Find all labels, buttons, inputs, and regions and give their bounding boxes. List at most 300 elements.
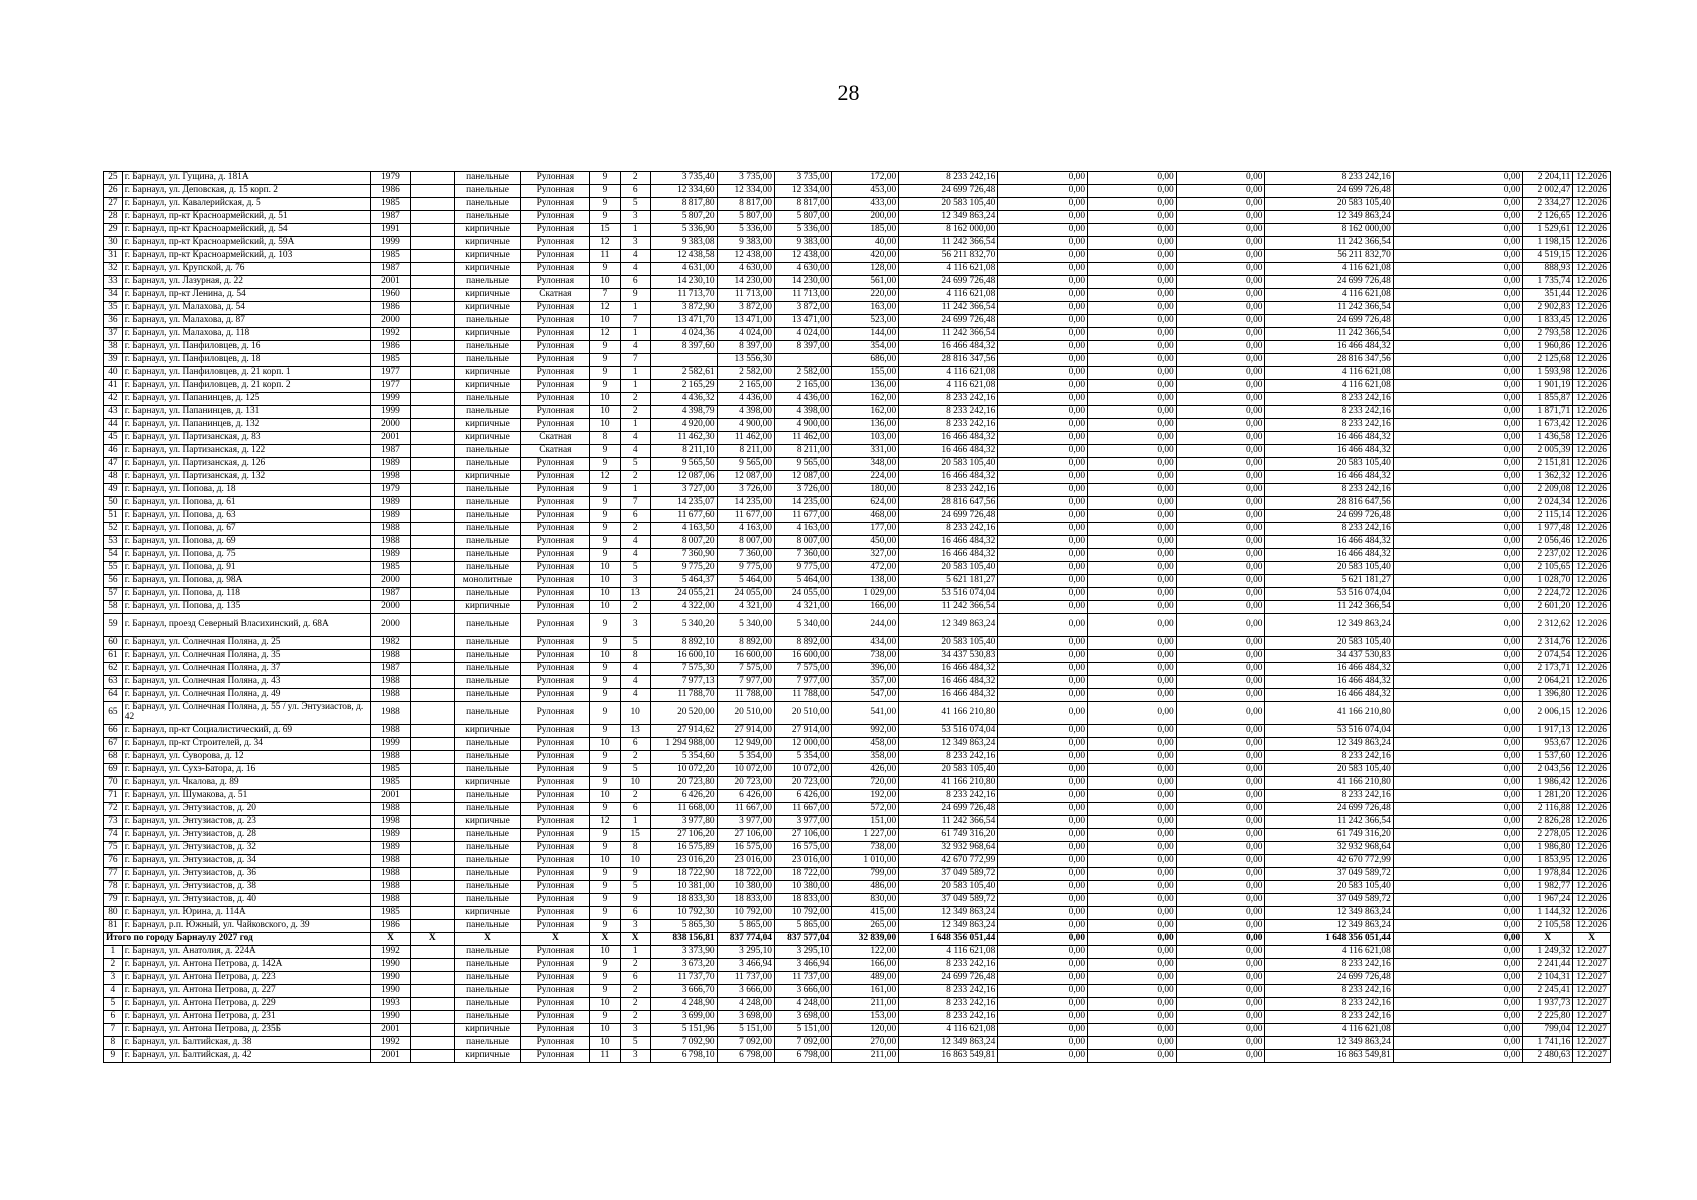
- cell-unit-cost: 2 002,47: [1523, 185, 1573, 198]
- cell-address: г. Барнаул, ул. Попова, д. 67: [122, 523, 370, 536]
- cell-other-funds: 0,00: [1393, 868, 1522, 881]
- cell-year-reconstruction: [410, 842, 454, 855]
- cell-roof-type: Рулонная: [521, 276, 590, 289]
- cell-row-number: 30: [104, 237, 123, 250]
- cell-total-area: 5 340,20: [650, 614, 717, 637]
- cell-area-premises: 8 892,00: [717, 637, 774, 650]
- cell-floors: 9: [590, 959, 620, 972]
- cell-entrances: 6: [620, 510, 650, 523]
- table-row: [104, 575, 1611, 588]
- cell-residents: 453,00: [832, 185, 899, 198]
- cell-other-funds: 0,00: [1393, 907, 1522, 920]
- cell-wall-material: панельные: [454, 1011, 521, 1024]
- cell-unit-cost: 2 312,62: [1523, 614, 1573, 637]
- cell-other-funds: 0,00: [1393, 445, 1522, 458]
- cell-year-reconstruction: [410, 523, 454, 536]
- cell-area-premises: 11 788,00: [717, 689, 774, 702]
- cell-term: 12.2026: [1573, 250, 1611, 263]
- cell-entrances: 3: [620, 211, 650, 224]
- cell-entrances: 4: [620, 689, 650, 702]
- cell-budget-local: 0,00: [1176, 419, 1265, 432]
- cell-year-built: 1985: [371, 198, 411, 211]
- cell-total-area: 11 462,30: [650, 432, 717, 445]
- cell-year-reconstruction: [410, 354, 454, 367]
- cell-wall-material: панельные: [454, 946, 521, 959]
- cell-owners-funds: 4 116 621,08: [1265, 380, 1393, 393]
- cell-roof-type: Рулонная: [521, 562, 590, 575]
- cell-floors: 8: [590, 432, 620, 445]
- cell-total-cost: 20 583 105,40: [899, 764, 998, 777]
- cell-unit-cost: 2 245,41: [1523, 985, 1573, 998]
- cell-fund-cost: 0,00: [998, 549, 1088, 562]
- cell-unit-cost: 4 519,15: [1523, 250, 1573, 263]
- cell-area-premises: 18 722,00: [717, 868, 774, 881]
- cell-total-area: 12 087,06: [650, 471, 717, 484]
- cell-budget-local: 0,00: [1176, 445, 1265, 458]
- cell-row-number: 34: [104, 289, 123, 302]
- cell-area-residential: 13 471,00: [774, 315, 831, 328]
- cell-year-reconstruction: [410, 575, 454, 588]
- cell-residents: 153,00: [832, 1011, 899, 1024]
- cell-budget-region: 0,00: [1088, 689, 1177, 702]
- cell-year-reconstruction: [410, 959, 454, 972]
- table-row: [104, 250, 1611, 263]
- cell-year-reconstruction: [410, 601, 454, 614]
- cell-area-residential: 2 165,00: [774, 380, 831, 393]
- cell-entrances: 2: [620, 985, 650, 998]
- cell-row-number: 56: [104, 575, 123, 588]
- cell-total-cost: 4 116 621,08: [899, 263, 998, 276]
- cell-floors: 9: [590, 842, 620, 855]
- cell-area-residential: 4 163,00: [774, 523, 831, 536]
- cell-total-area: 4 163,50: [650, 523, 717, 536]
- cell-area-premises: 3 295,10: [717, 946, 774, 959]
- cell-owners-funds: 12 349 863,24: [1265, 907, 1393, 920]
- cell-budget-region: 0,00: [1088, 725, 1177, 738]
- cell-roof-type: Рулонная: [521, 790, 590, 803]
- cell-fund-cost: 0,00: [998, 523, 1088, 536]
- cell-other-funds: 0,00: [1393, 1011, 1522, 1024]
- cell-budget-region: 0,00: [1088, 341, 1177, 354]
- cell-total-cost: 16 466 484,32: [899, 549, 998, 562]
- cell-fund-cost: 0,00: [998, 393, 1088, 406]
- cell-row-number: 57: [104, 588, 123, 601]
- cell-total-area: 4 322,00: [650, 601, 717, 614]
- cell-budget-region: 0,00: [1088, 614, 1177, 637]
- total-cell-area-premises: 837 774,04: [717, 933, 774, 946]
- cell-residents: 541,00: [832, 702, 899, 725]
- cell-address: г. Барнаул, ул. Антона Петрова, д. 231: [122, 1011, 370, 1024]
- cell-fund-cost: 0,00: [998, 689, 1088, 702]
- cell-area-residential: 16 575,00: [774, 842, 831, 855]
- cell-total-area: 4 436,32: [650, 393, 717, 406]
- cell-year-reconstruction: [410, 250, 454, 263]
- cell-fund-cost: 0,00: [998, 1011, 1088, 1024]
- cell-row-number: 78: [104, 881, 123, 894]
- cell-address: г. Барнаул, ул. Малахова, д. 118: [122, 328, 370, 341]
- cell-address: г. Барнаул, ул. Деповская, д. 15 корп. 2: [122, 185, 370, 198]
- cell-term: 12.2026: [1573, 637, 1611, 650]
- cell-budget-local: 0,00: [1176, 328, 1265, 341]
- cell-year-built: 1989: [371, 842, 411, 855]
- cell-wall-material: кирпичные: [454, 367, 521, 380]
- cell-owners-funds: 11 242 366,54: [1265, 816, 1393, 829]
- cell-fund-cost: 0,00: [998, 959, 1088, 972]
- cell-fund-cost: 0,00: [998, 1050, 1088, 1063]
- cell-wall-material: панельные: [454, 510, 521, 523]
- cell-roof-type: Рулонная: [521, 380, 590, 393]
- cell-wall-material: кирпичные: [454, 289, 521, 302]
- cell-total-cost: 11 242 366,54: [899, 237, 998, 250]
- cell-area-residential: 10 380,00: [774, 881, 831, 894]
- cell-floors: 9: [590, 354, 620, 367]
- cell-total-cost: 12 349 863,24: [899, 211, 998, 224]
- cell-year-reconstruction: [410, 432, 454, 445]
- cell-floors: 9: [590, 751, 620, 764]
- cell-area-premises: 5 340,00: [717, 614, 774, 637]
- cell-budget-region: 0,00: [1088, 185, 1177, 198]
- table-row: [104, 393, 1611, 406]
- cell-year-built: 1988: [371, 894, 411, 907]
- cell-entrances: 7: [620, 497, 650, 510]
- cell-unit-cost: 2 314,76: [1523, 637, 1573, 650]
- cell-year-reconstruction: [410, 725, 454, 738]
- cell-owners-funds: 24 699 726,48: [1265, 803, 1393, 816]
- total-cell-total-cost: 1 648 356 051,44: [899, 933, 998, 946]
- cell-year-reconstruction: [410, 946, 454, 959]
- cell-residents: 720,00: [832, 777, 899, 790]
- cell-residents: 151,00: [832, 816, 899, 829]
- table-row: [104, 829, 1611, 842]
- table-row: [104, 432, 1611, 445]
- cell-area-residential: 18 722,00: [774, 868, 831, 881]
- cell-area-premises: 10 380,00: [717, 881, 774, 894]
- cell-total-area: 3 699,00: [650, 1011, 717, 1024]
- cell-area-premises: 3 977,00: [717, 816, 774, 829]
- cell-wall-material: кирпичные: [454, 302, 521, 315]
- cell-roof-type: Рулонная: [521, 998, 590, 1011]
- cell-budget-region: 0,00: [1088, 445, 1177, 458]
- cell-address: г. Барнаул, ул. Попова, д. 18: [122, 484, 370, 497]
- cell-entrances: 8: [620, 650, 650, 663]
- cell-year-reconstruction: [410, 751, 454, 764]
- cell-fund-cost: 0,00: [998, 510, 1088, 523]
- cell-residents: 185,00: [832, 224, 899, 237]
- cell-area-residential: 18 833,00: [774, 894, 831, 907]
- cell-floors: 9: [590, 868, 620, 881]
- total-label: Итого по городу Барнаулу 2027 год: [104, 933, 371, 946]
- cell-total-area: 27 914,62: [650, 725, 717, 738]
- capital-repair-register-table: [103, 171, 1611, 1063]
- cell-term: 12.2027: [1573, 998, 1611, 1011]
- cell-row-number: 25: [104, 172, 123, 185]
- cell-area-residential: 6 798,00: [774, 1050, 831, 1063]
- total-cell-fund-cost: 0,00: [998, 933, 1088, 946]
- cell-total-cost: 37 049 589,72: [899, 868, 998, 881]
- cell-budget-local: 0,00: [1176, 777, 1265, 790]
- cell-roof-type: Рулонная: [521, 354, 590, 367]
- cell-budget-region: 0,00: [1088, 406, 1177, 419]
- cell-fund-cost: 0,00: [998, 471, 1088, 484]
- cell-unit-cost: 1 673,42: [1523, 419, 1573, 432]
- cell-entrances: 1: [620, 380, 650, 393]
- cell-fund-cost: 0,00: [998, 702, 1088, 725]
- cell-area-premises: 5 865,00: [717, 920, 774, 933]
- cell-area-residential: 12 438,00: [774, 250, 831, 263]
- cell-year-reconstruction: [410, 380, 454, 393]
- cell-row-number: 8: [104, 1037, 123, 1050]
- cell-owners-funds: 12 349 863,24: [1265, 614, 1393, 637]
- cell-floors: 7: [590, 289, 620, 302]
- cell-residents: 686,00: [832, 354, 899, 367]
- cell-residents: 426,00: [832, 764, 899, 777]
- cell-floors: 9: [590, 764, 620, 777]
- cell-roof-type: Рулонная: [521, 689, 590, 702]
- table-row: [104, 738, 1611, 751]
- cell-row-number: 61: [104, 650, 123, 663]
- cell-residents: 161,00: [832, 985, 899, 998]
- cell-wall-material: панельные: [454, 276, 521, 289]
- cell-budget-region: 0,00: [1088, 946, 1177, 959]
- cell-total-area: 3 872,90: [650, 302, 717, 315]
- cell-term: 12.2027: [1573, 1011, 1611, 1024]
- cell-budget-local: 0,00: [1176, 276, 1265, 289]
- cell-year-built: 2001: [371, 1024, 411, 1037]
- cell-budget-local: 0,00: [1176, 855, 1265, 868]
- cell-other-funds: 0,00: [1393, 328, 1522, 341]
- cell-unit-cost: 1 028,70: [1523, 575, 1573, 588]
- cell-other-funds: 0,00: [1393, 946, 1522, 959]
- cell-entrances: 4: [620, 263, 650, 276]
- cell-wall-material: панельные: [454, 650, 521, 663]
- cell-year-built: 1989: [371, 510, 411, 523]
- cell-year-built: 1988: [371, 689, 411, 702]
- cell-budget-region: 0,00: [1088, 315, 1177, 328]
- cell-roof-type: Рулонная: [521, 315, 590, 328]
- cell-total-area: 11 677,60: [650, 510, 717, 523]
- cell-floors: 9: [590, 172, 620, 185]
- cell-other-funds: 0,00: [1393, 601, 1522, 614]
- table-row: [104, 637, 1611, 650]
- cell-floors: 11: [590, 250, 620, 263]
- total-cell-floors: X: [590, 933, 620, 946]
- cell-year-reconstruction: [410, 458, 454, 471]
- cell-year-built: 1988: [371, 676, 411, 689]
- cell-residents: 162,00: [832, 393, 899, 406]
- cell-entrances: 4: [620, 549, 650, 562]
- cell-area-premises: 16 600,00: [717, 650, 774, 663]
- cell-owners-funds: 8 233 242,16: [1265, 790, 1393, 803]
- cell-owners-funds: 16 466 484,32: [1265, 432, 1393, 445]
- cell-wall-material: кирпичные: [454, 250, 521, 263]
- cell-term: 12.2027: [1573, 1050, 1611, 1063]
- cell-total-area: 5 464,37: [650, 575, 717, 588]
- cell-unit-cost: 2 902,83: [1523, 302, 1573, 315]
- cell-area-residential: 10 072,00: [774, 764, 831, 777]
- cell-roof-type: Рулонная: [521, 959, 590, 972]
- cell-wall-material: кирпичные: [454, 328, 521, 341]
- cell-address: г. Барнаул, ул. Антона Петрова, д. 223: [122, 972, 370, 985]
- cell-area-premises: 27 914,00: [717, 725, 774, 738]
- cell-fund-cost: 0,00: [998, 185, 1088, 198]
- cell-budget-region: 0,00: [1088, 855, 1177, 868]
- cell-total-cost: 8 233 242,16: [899, 1011, 998, 1024]
- cell-area-premises: 4 398,00: [717, 406, 774, 419]
- cell-wall-material: панельные: [454, 458, 521, 471]
- cell-entrances: 4: [620, 663, 650, 676]
- cell-term: 12.2026: [1573, 315, 1611, 328]
- cell-year-built: 2001: [371, 790, 411, 803]
- cell-other-funds: 0,00: [1393, 816, 1522, 829]
- cell-area-residential: 24 055,00: [774, 588, 831, 601]
- cell-owners-funds: 16 466 484,32: [1265, 676, 1393, 689]
- table-row: [104, 367, 1611, 380]
- cell-floors: 10: [590, 276, 620, 289]
- cell-unit-cost: 2 074,54: [1523, 650, 1573, 663]
- cell-unit-cost: 2 480,63: [1523, 1050, 1573, 1063]
- cell-fund-cost: 0,00: [998, 484, 1088, 497]
- cell-total-area: 16 575,89: [650, 842, 717, 855]
- cell-total-area: 11 788,70: [650, 689, 717, 702]
- cell-owners-funds: 8 233 242,16: [1265, 985, 1393, 998]
- cell-row-number: 77: [104, 868, 123, 881]
- cell-area-residential: 4 630,00: [774, 263, 831, 276]
- cell-year-reconstruction: [410, 536, 454, 549]
- cell-year-reconstruction: [410, 881, 454, 894]
- cell-unit-cost: 1 982,77: [1523, 881, 1573, 894]
- cell-roof-type: Рулонная: [521, 777, 590, 790]
- cell-address: г. Барнаул, ул. Энтузиастов, д. 34: [122, 855, 370, 868]
- cell-fund-cost: 0,00: [998, 224, 1088, 237]
- page-number: 28: [837, 80, 860, 105]
- cell-year-built: 1987: [371, 445, 411, 458]
- cell-area-premises: 23 016,00: [717, 855, 774, 868]
- cell-address: г. Барнаул, ул. Сухэ-Батора, д. 16: [122, 764, 370, 777]
- cell-unit-cost: 1 977,48: [1523, 523, 1573, 536]
- cell-entrances: 6: [620, 907, 650, 920]
- cell-entrances: 1: [620, 302, 650, 315]
- cell-area-residential: 4 436,00: [774, 393, 831, 406]
- cell-area-residential: 5 464,00: [774, 575, 831, 588]
- cell-budget-region: 0,00: [1088, 829, 1177, 842]
- cell-residents: 211,00: [832, 998, 899, 1011]
- cell-budget-local: 0,00: [1176, 172, 1265, 185]
- cell-total-area: 3 673,20: [650, 959, 717, 972]
- cell-total-area: 4 920,00: [650, 419, 717, 432]
- cell-area-premises: 5 354,00: [717, 751, 774, 764]
- cell-budget-region: 0,00: [1088, 523, 1177, 536]
- cell-floors: 10: [590, 1037, 620, 1050]
- cell-other-funds: 0,00: [1393, 894, 1522, 907]
- cell-owners-funds: 4 116 621,08: [1265, 289, 1393, 302]
- cell-total-cost: 16 863 549,81: [899, 1050, 998, 1063]
- cell-year-reconstruction: [410, 510, 454, 523]
- cell-unit-cost: 2 225,80: [1523, 1011, 1573, 1024]
- cell-roof-type: Рулонная: [521, 341, 590, 354]
- cell-budget-region: 0,00: [1088, 650, 1177, 663]
- cell-fund-cost: 0,00: [998, 855, 1088, 868]
- cell-budget-local: 0,00: [1176, 432, 1265, 445]
- cell-total-cost: 20 583 105,40: [899, 637, 998, 650]
- cell-area-residential: 3 872,00: [774, 302, 831, 315]
- cell-row-number: 41: [104, 380, 123, 393]
- cell-total-cost: 12 349 863,24: [899, 1037, 998, 1050]
- cell-unit-cost: 2 173,71: [1523, 663, 1573, 676]
- cell-total-cost: 24 699 726,48: [899, 276, 998, 289]
- cell-wall-material: кирпичные: [454, 777, 521, 790]
- cell-budget-local: 0,00: [1176, 224, 1265, 237]
- cell-entrances: 1: [620, 328, 650, 341]
- cell-address: г. Барнаул, ул. Энтузиастов, д. 38: [122, 881, 370, 894]
- cell-other-funds: 0,00: [1393, 676, 1522, 689]
- cell-total-area: 9 565,50: [650, 458, 717, 471]
- cell-owners-funds: 16 466 484,32: [1265, 689, 1393, 702]
- table-row: [104, 803, 1611, 816]
- cell-budget-region: 0,00: [1088, 777, 1177, 790]
- cell-total-area: 7 977,13: [650, 676, 717, 689]
- cell-area-residential: 27 914,00: [774, 725, 831, 738]
- cell-year-reconstruction: [410, 367, 454, 380]
- cell-residents: 434,00: [832, 637, 899, 650]
- cell-wall-material: панельные: [454, 185, 521, 198]
- cell-fund-cost: 0,00: [998, 380, 1088, 393]
- cell-year-built: 1982: [371, 637, 411, 650]
- cell-roof-type: Рулонная: [521, 575, 590, 588]
- cell-area-residential: 7 360,00: [774, 549, 831, 562]
- cell-residents: 224,00: [832, 471, 899, 484]
- cell-roof-type: Рулонная: [521, 637, 590, 650]
- cell-address: г. Барнаул, пр-кт Красноармейский, д. 54: [122, 224, 370, 237]
- cell-owners-funds: 4 116 621,08: [1265, 263, 1393, 276]
- cell-other-funds: 0,00: [1393, 842, 1522, 855]
- cell-year-built: 2000: [371, 419, 411, 432]
- cell-entrances: 4: [620, 676, 650, 689]
- table-row: [104, 445, 1611, 458]
- cell-wall-material: кирпичные: [454, 725, 521, 738]
- cell-owners-funds: 16 466 484,32: [1265, 445, 1393, 458]
- cell-address: г. Барнаул, ул. Попова, д. 63: [122, 510, 370, 523]
- cell-wall-material: панельные: [454, 497, 521, 510]
- cell-budget-region: 0,00: [1088, 663, 1177, 676]
- cell-unit-cost: 1 281,20: [1523, 790, 1573, 803]
- cell-budget-local: 0,00: [1176, 510, 1265, 523]
- cell-row-number: 49: [104, 484, 123, 497]
- cell-area-premises: 16 575,00: [717, 842, 774, 855]
- cell-budget-local: 0,00: [1176, 738, 1265, 751]
- cell-owners-funds: 12 349 863,24: [1265, 1037, 1393, 1050]
- cell-total-area: 16 600,10: [650, 650, 717, 663]
- cell-budget-region: 0,00: [1088, 601, 1177, 614]
- cell-wall-material: кирпичные: [454, 471, 521, 484]
- cell-unit-cost: 2 105,65: [1523, 562, 1573, 575]
- cell-year-built: 1988: [371, 523, 411, 536]
- cell-year-reconstruction: [410, 907, 454, 920]
- cell-residents: 572,00: [832, 803, 899, 816]
- cell-total-area: 27 106,20: [650, 829, 717, 842]
- cell-area-residential: 9 775,00: [774, 562, 831, 575]
- cell-wall-material: панельные: [454, 868, 521, 881]
- cell-total-cost: 61 749 316,20: [899, 829, 998, 842]
- cell-term: 12.2026: [1573, 393, 1611, 406]
- cell-budget-local: 0,00: [1176, 894, 1265, 907]
- cell-roof-type: Рулонная: [521, 725, 590, 738]
- cell-floors: 10: [590, 855, 620, 868]
- cell-entrances: 4: [620, 536, 650, 549]
- cell-budget-region: 0,00: [1088, 920, 1177, 933]
- cell-owners-funds: 53 516 074,04: [1265, 588, 1393, 601]
- cell-entrances: 7: [620, 354, 650, 367]
- cell-unit-cost: 2 126,65: [1523, 211, 1573, 224]
